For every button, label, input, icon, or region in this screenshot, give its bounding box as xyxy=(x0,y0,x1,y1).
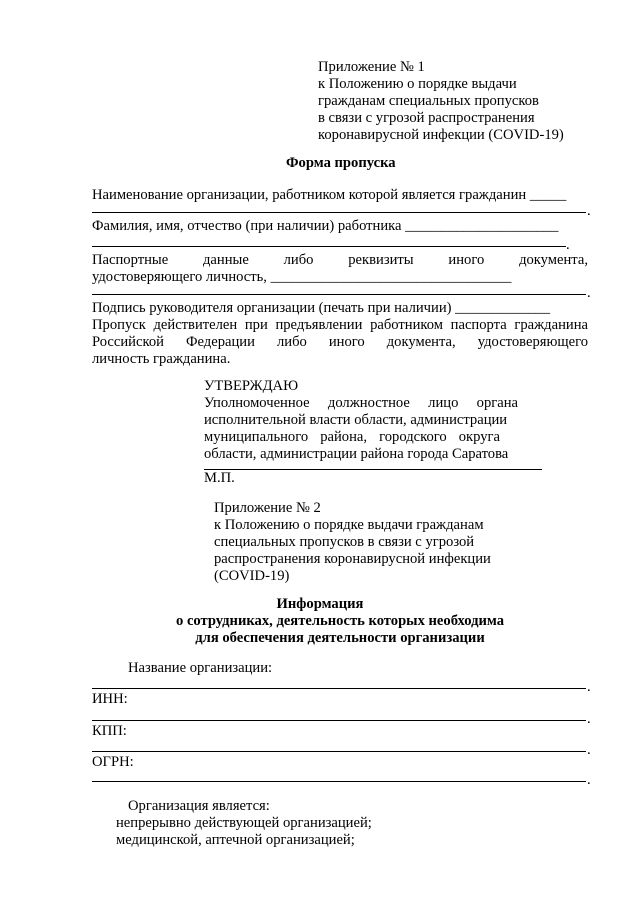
appendix-1-line: к Положению о порядке выдачи xyxy=(318,76,517,92)
appendix-2-line: (COVID-19) xyxy=(214,568,290,584)
appendix-2-line: распространения коронавирусной инфекции xyxy=(214,551,491,567)
period-mark: . xyxy=(587,285,591,301)
org-is-label: Организация является: xyxy=(128,798,270,814)
org-name-field-label: Наименование организации, работником которой является гражданин _____ xyxy=(92,187,567,203)
appendix-2-line: специальных пропусков в связи с угрозой xyxy=(214,534,475,550)
org-name-label: Название организации: xyxy=(128,660,273,676)
info-title: Информация xyxy=(276,596,364,612)
stamp-label: М.П. xyxy=(204,470,235,486)
fill-line xyxy=(92,294,586,295)
fill-line xyxy=(92,212,586,213)
period-mark: . xyxy=(587,772,591,788)
appendix-2-line: Приложение № 2 xyxy=(214,500,321,516)
kpp-label: КПП: xyxy=(92,723,127,739)
inn-label: ИНН: xyxy=(92,691,128,707)
list-item: непрерывно действующей организацией; xyxy=(116,815,372,831)
approve-line-2: исполнительной власти области, администрации xyxy=(204,412,508,428)
period-mark: . xyxy=(587,679,591,695)
fill-line xyxy=(92,751,586,752)
period-mark: . xyxy=(587,711,591,727)
pass-note-line-1: Пропуск действителен при предъявлении работником паспорта гражданина xyxy=(92,317,588,333)
approve-line-4: области, администрации района города Саратова xyxy=(204,446,509,462)
info-subtitle-1: о сотрудниках, деятельность которых необходима xyxy=(176,613,504,629)
period-mark: . xyxy=(587,742,591,758)
appendix-1-line: Приложение № 1 xyxy=(318,59,425,75)
passport-line-1: Паспортные данные либо реквизиты иного документа, xyxy=(92,252,588,268)
ogrn-label: ОГРН: xyxy=(92,754,134,770)
list-item: медицинской, аптечной организацией; xyxy=(116,832,355,848)
fill-line xyxy=(92,720,586,721)
fill-line xyxy=(92,246,566,247)
fill-line xyxy=(92,688,586,689)
pass-note-line-2: Российской Федерации либо иного документа, удостоверяющего xyxy=(92,334,588,350)
passport-line-2: удостоверяющего личность, _________________________________ xyxy=(92,269,512,285)
period-mark: . xyxy=(587,203,591,219)
appendix-1-line: гражданам специальных пропусков xyxy=(318,93,539,109)
approve-line-3: муниципального района, городского округа xyxy=(204,429,500,445)
pass-form-title: Форма пропуска xyxy=(286,155,396,171)
approve-title: УТВЕРЖДАЮ xyxy=(204,378,299,394)
info-subtitle-2: для обеспечения деятельности организации xyxy=(195,630,485,646)
approve-line-1: Уполномоченное должностное лицо органа xyxy=(204,395,518,411)
signature-line xyxy=(204,469,542,470)
fill-line xyxy=(92,781,586,782)
fio-field-label: Фамилия, имя, отчество (при наличии) работника _____________________ xyxy=(92,218,559,234)
signature-field-label: Подпись руководителя организации (печать при наличии) _____________ xyxy=(92,300,550,316)
period-mark: . xyxy=(566,237,570,253)
appendix-1-line: в связи с угрозой распространения xyxy=(318,110,535,126)
appendix-2-line: к Положению о порядке выдачи гражданам xyxy=(214,517,484,533)
appendix-1-line: коронавирусной инфекции (COVID-19) xyxy=(318,127,564,143)
pass-note-line-3: личность гражданина. xyxy=(92,351,231,367)
